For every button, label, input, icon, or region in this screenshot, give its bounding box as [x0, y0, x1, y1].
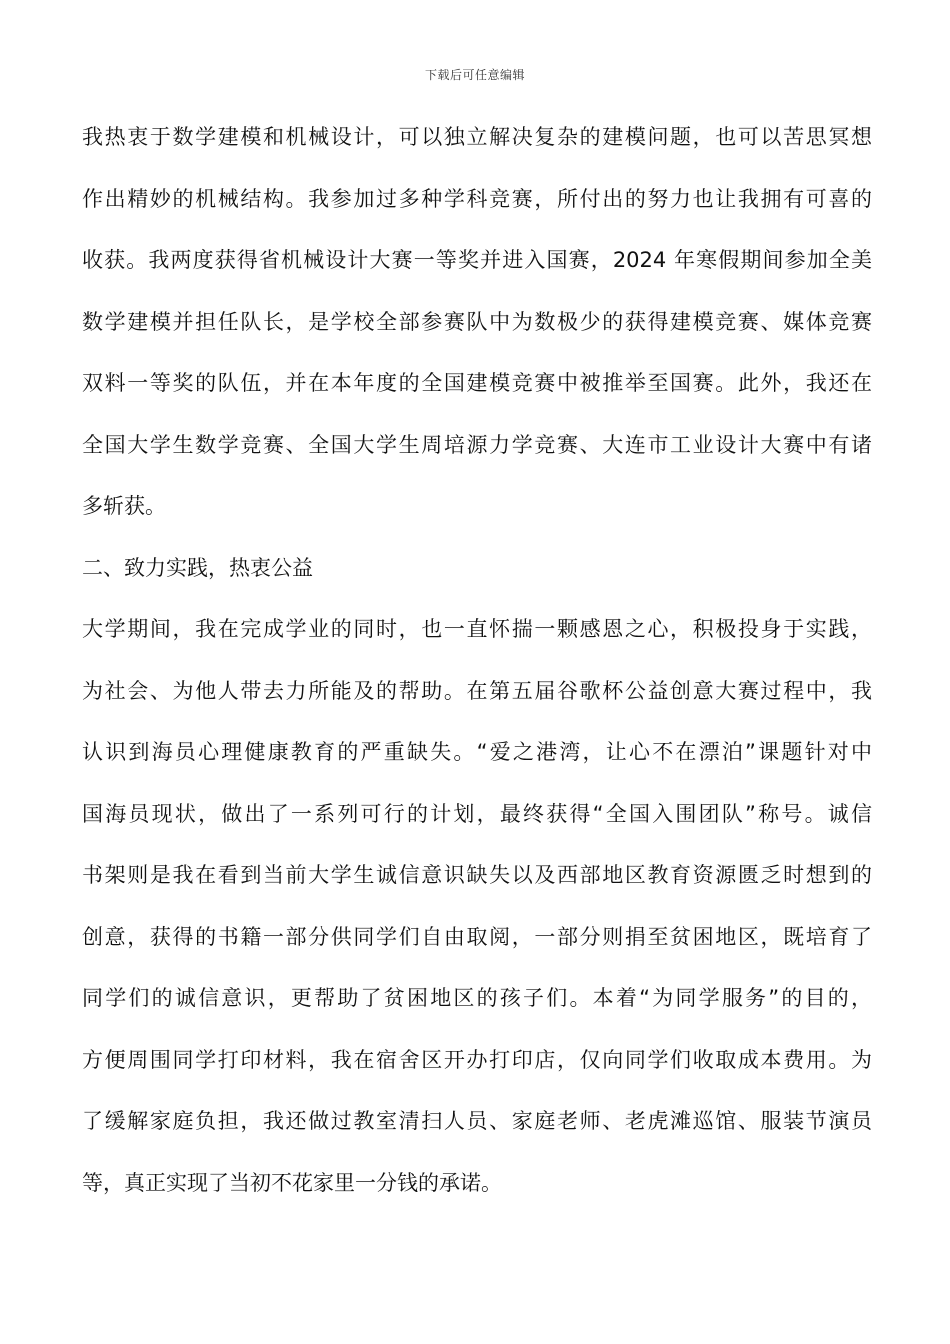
paragraph-line: 了缓解家庭负担，我还做过教室清扫人员、家庭老师、老虎滩巡馆、服装节演员 — [82, 1109, 872, 1133]
paragraph-line: 双料一等奖的队伍，并在本年度的全国建模竞赛中被推举至国赛。此外，我还在 — [82, 371, 872, 395]
paragraph-line: 大学期间，我在完成学业的同时，也一直怀揣一颗感恩之心，积极投身于实践， — [82, 617, 872, 641]
page-header: 下载后可任意编辑 — [424, 68, 525, 82]
paragraph-line: 创意，获得的书籍一部分供同学们自由取阅，一部分则捐至贫困地区，既培育了 — [82, 924, 872, 949]
paragraph-line: 方便周围同学打印材料，我在宿舍区开办打印店，仅向同学们收取成本费用。为 — [82, 1047, 872, 1072]
paragraph-line: 等，真正实现了当初不花家里一分钱的承诺。 — [82, 1170, 502, 1195]
paragraph-line: 为社会、为他人带去力所能及的帮助。在第五届谷歌杯公益创意大赛过程中，我 — [82, 678, 872, 703]
paragraph-line: 多斩获。 — [82, 494, 166, 518]
paragraph-line: 作出精妙的机械结构。我参加过多种学科竞赛，所付出的努力也让我拥有可喜的 — [82, 186, 872, 211]
document-body — [82, 114, 872, 1221]
section-heading: 二、致力实践，热衷公益 — [82, 555, 313, 580]
paragraph-line: 我热衷于数学建模和机械设计，可以独立解决复杂的建模问题，也可以苦思冥想 — [82, 125, 872, 149]
paragraph-line: 全国大学生数学竞赛、全国大学生周培源力学竞赛、大连市工业设计大赛中有诸 — [82, 432, 872, 457]
paragraph-line: 数学建模并担任队长，是学校全部参赛队中为数极少的获得建模竞赛、媒体竞赛 — [82, 309, 872, 334]
paragraph-line: 书架则是我在看到当前大学生诚信意识缺失以及西部地区教育资源匮乏时想到的 — [82, 863, 872, 887]
paragraph-line: 认识到海员心理健康教育的严重缺失。“爱之港湾，让心不在漂泊”课题针对中 — [82, 740, 872, 764]
paragraph-line: 国海员现状，做出了一系列可行的计划，最终获得“全国入围团队”称号。诚信 — [82, 801, 872, 826]
paragraph-line: 同学们的诚信意识，更帮助了贫困地区的孩子们。本着“为同学服务”的目的， — [82, 986, 872, 1010]
paragraph-line: 收获。我两度获得省机械设计大赛一等奖并进入国赛，2024 年寒假期间参加全美 — [82, 248, 872, 272]
